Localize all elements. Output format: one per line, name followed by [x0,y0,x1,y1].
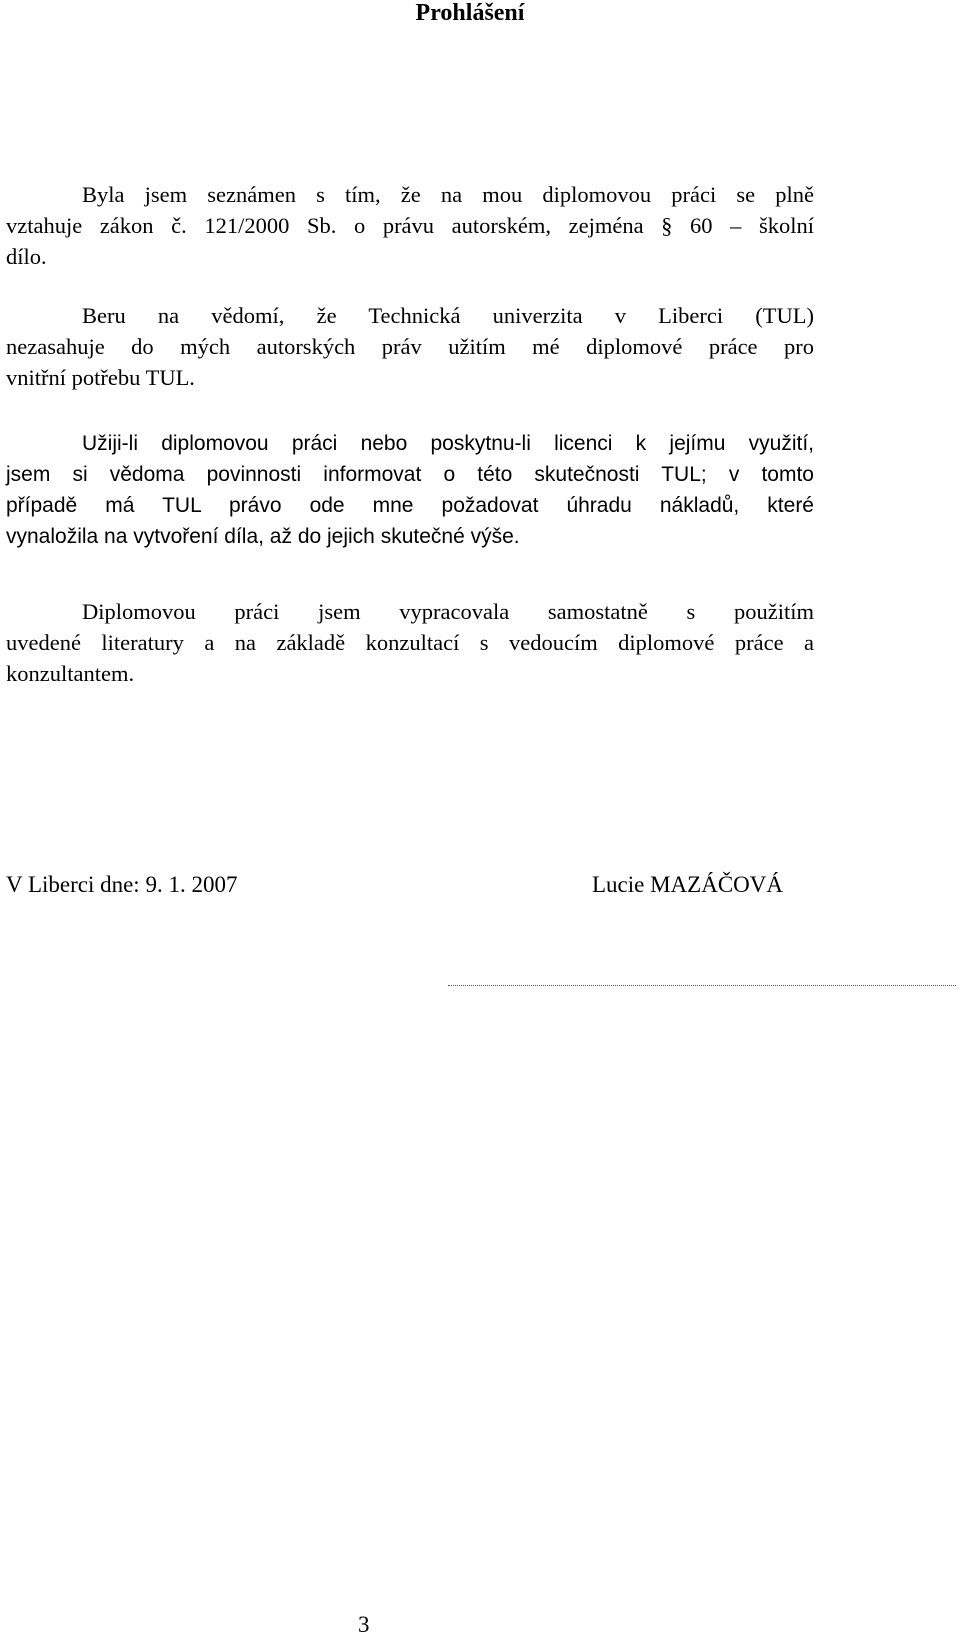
paragraph-line: konzultantem. [6,661,135,686]
paragraph-line: Užiji-li diplomovou práci nebo poskytnu-li licenci k jejímu využití, [82,432,814,455]
paragraph-line: jsem si vědoma povinnosti informovat o této skutečnosti TUL; v tomto [6,463,814,486]
signer-name: Lucie MAZÁČOVÁ [592,872,783,897]
paragraph-line: Diplomovou práci jsem vypracovala samostatně s použitím [82,599,814,624]
paragraph-license-obligation [6,428,814,552]
page-title: Prohlášení [415,0,525,26]
paragraph-line: nezasahuje do mých autorských práv užitím mé diplomové práce pro [6,334,814,359]
signature-line [448,985,956,986]
page-number: 3 [358,1612,370,1637]
place-and-date: V Liberci dne: 9. 1. 2007 [6,872,238,897]
paragraph-university-use [6,300,814,393]
paragraph-copyright-act [6,179,814,272]
paragraph-independent-work [6,596,814,689]
paragraph-line: vynaložila na vytvoření díla, až do jejich skutečné výše. [6,525,520,548]
paragraph-line: případě má TUL právo ode mne požadovat úhradu nákladů, které [6,494,814,517]
paragraph-line: vnitřní potřebu TUL. [6,365,195,390]
paragraph-line: vztahuje zákon č. 121/2000 Sb. o právu autorském, zejména § 60 – školní [6,213,814,238]
paragraph-line: dílo. [6,244,47,269]
paragraph-line: Beru na vědomí, že Technická univerzita v Liberci (TUL) [82,303,814,328]
paragraph-line: uvedené literatury a na základě konzultací s vedoucím diplomové práce a [6,630,814,655]
paragraph-line: Byla jsem seznámen s tím, že na mou diplomovou práci se plně [82,182,814,207]
